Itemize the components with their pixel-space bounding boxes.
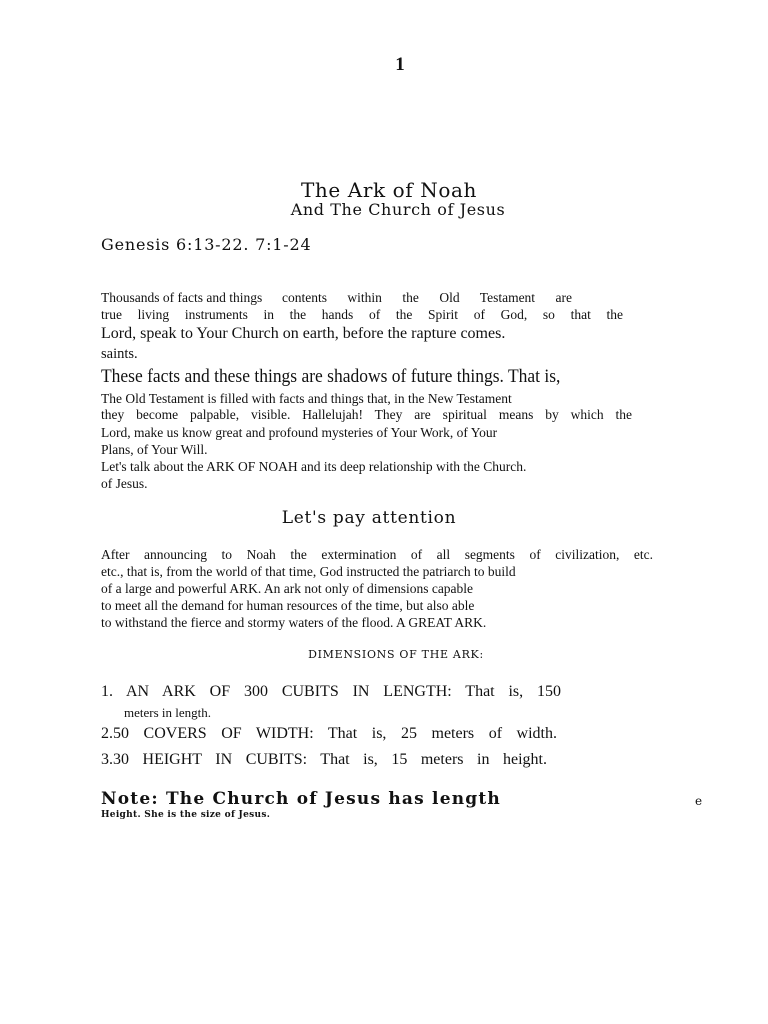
section-line-5: to withstand the fierce and stormy waters of the flood. A GREAT ARK. bbox=[101, 615, 487, 630]
intro-line-2: true living instruments in the hands of the Spirit of God, so that the bbox=[101, 307, 623, 322]
intro-line-3: Lord, speak to Your Church on earth, before the rapture comes. bbox=[101, 325, 506, 342]
section-line-4: to meet all the demand for human resources of the time, but also able bbox=[101, 598, 475, 613]
note-line-1: Note: The Church of Jesus has length bbox=[101, 789, 501, 809]
section-line-1: After announcing to Noah the extermination of all segments of civilization, etc. bbox=[101, 547, 653, 562]
dimensions-heading: DIMENSIONS OF THE ARK: bbox=[308, 648, 484, 661]
dimension-item-2: 2.50 COVERS OF WIDTH: That is, 25 meters of width. bbox=[101, 725, 557, 742]
intro-line-5: These facts and these things are shadows of future things. That is, bbox=[101, 366, 561, 387]
intro-line-11: of Jesus. bbox=[101, 476, 148, 491]
note-line-1-end: e bbox=[695, 794, 703, 808]
intro-line-6: The Old Testament is filled with facts and things that, in the New Testament bbox=[101, 391, 512, 406]
section-line-2: etc., that is, from the world of that time, God instructed the patriarch to build bbox=[101, 564, 516, 579]
page-number: 1 bbox=[395, 54, 405, 75]
section-line-3: of a large and powerful ARK. An ark not only of dimensions capable bbox=[101, 581, 474, 596]
intro-line-8: Lord, make us know great and profound mysteries of Your Work, of Your bbox=[101, 425, 498, 440]
intro-line-10: Let's talk about the ARK OF NOAH and its deep relationship with the Church. bbox=[101, 459, 527, 474]
document-subtitle: And The Church of Jesus bbox=[290, 200, 506, 219]
note-line-2: Height. She is the size of Jesus. bbox=[101, 810, 271, 820]
intro-line-7: they become palpable, visible. Hallelujah! They are spiritual means by which the bbox=[101, 407, 632, 422]
section-heading: Let's pay attention bbox=[281, 508, 457, 528]
scripture-reference: Genesis 6:13-22. 7:1-24 bbox=[101, 235, 312, 254]
intro-line-1-end: contents within the Old Testament are bbox=[282, 290, 572, 305]
dimension-item-1-continued: meters in length. bbox=[124, 705, 212, 720]
dimension-item-1: 1. AN ARK OF 300 CUBITS IN LENGTH: That is, 150 bbox=[101, 683, 561, 700]
intro-line-1-start: Thousands of facts and things bbox=[101, 290, 263, 305]
dimension-item-3: 3.30 HEIGHT IN CUBITS: That is, 15 meters in height. bbox=[101, 751, 547, 768]
intro-line-9: Plans, of Your Will. bbox=[101, 442, 208, 457]
document-title: The Ark of Noah bbox=[300, 178, 478, 202]
intro-line-4: saints. bbox=[101, 346, 138, 362]
